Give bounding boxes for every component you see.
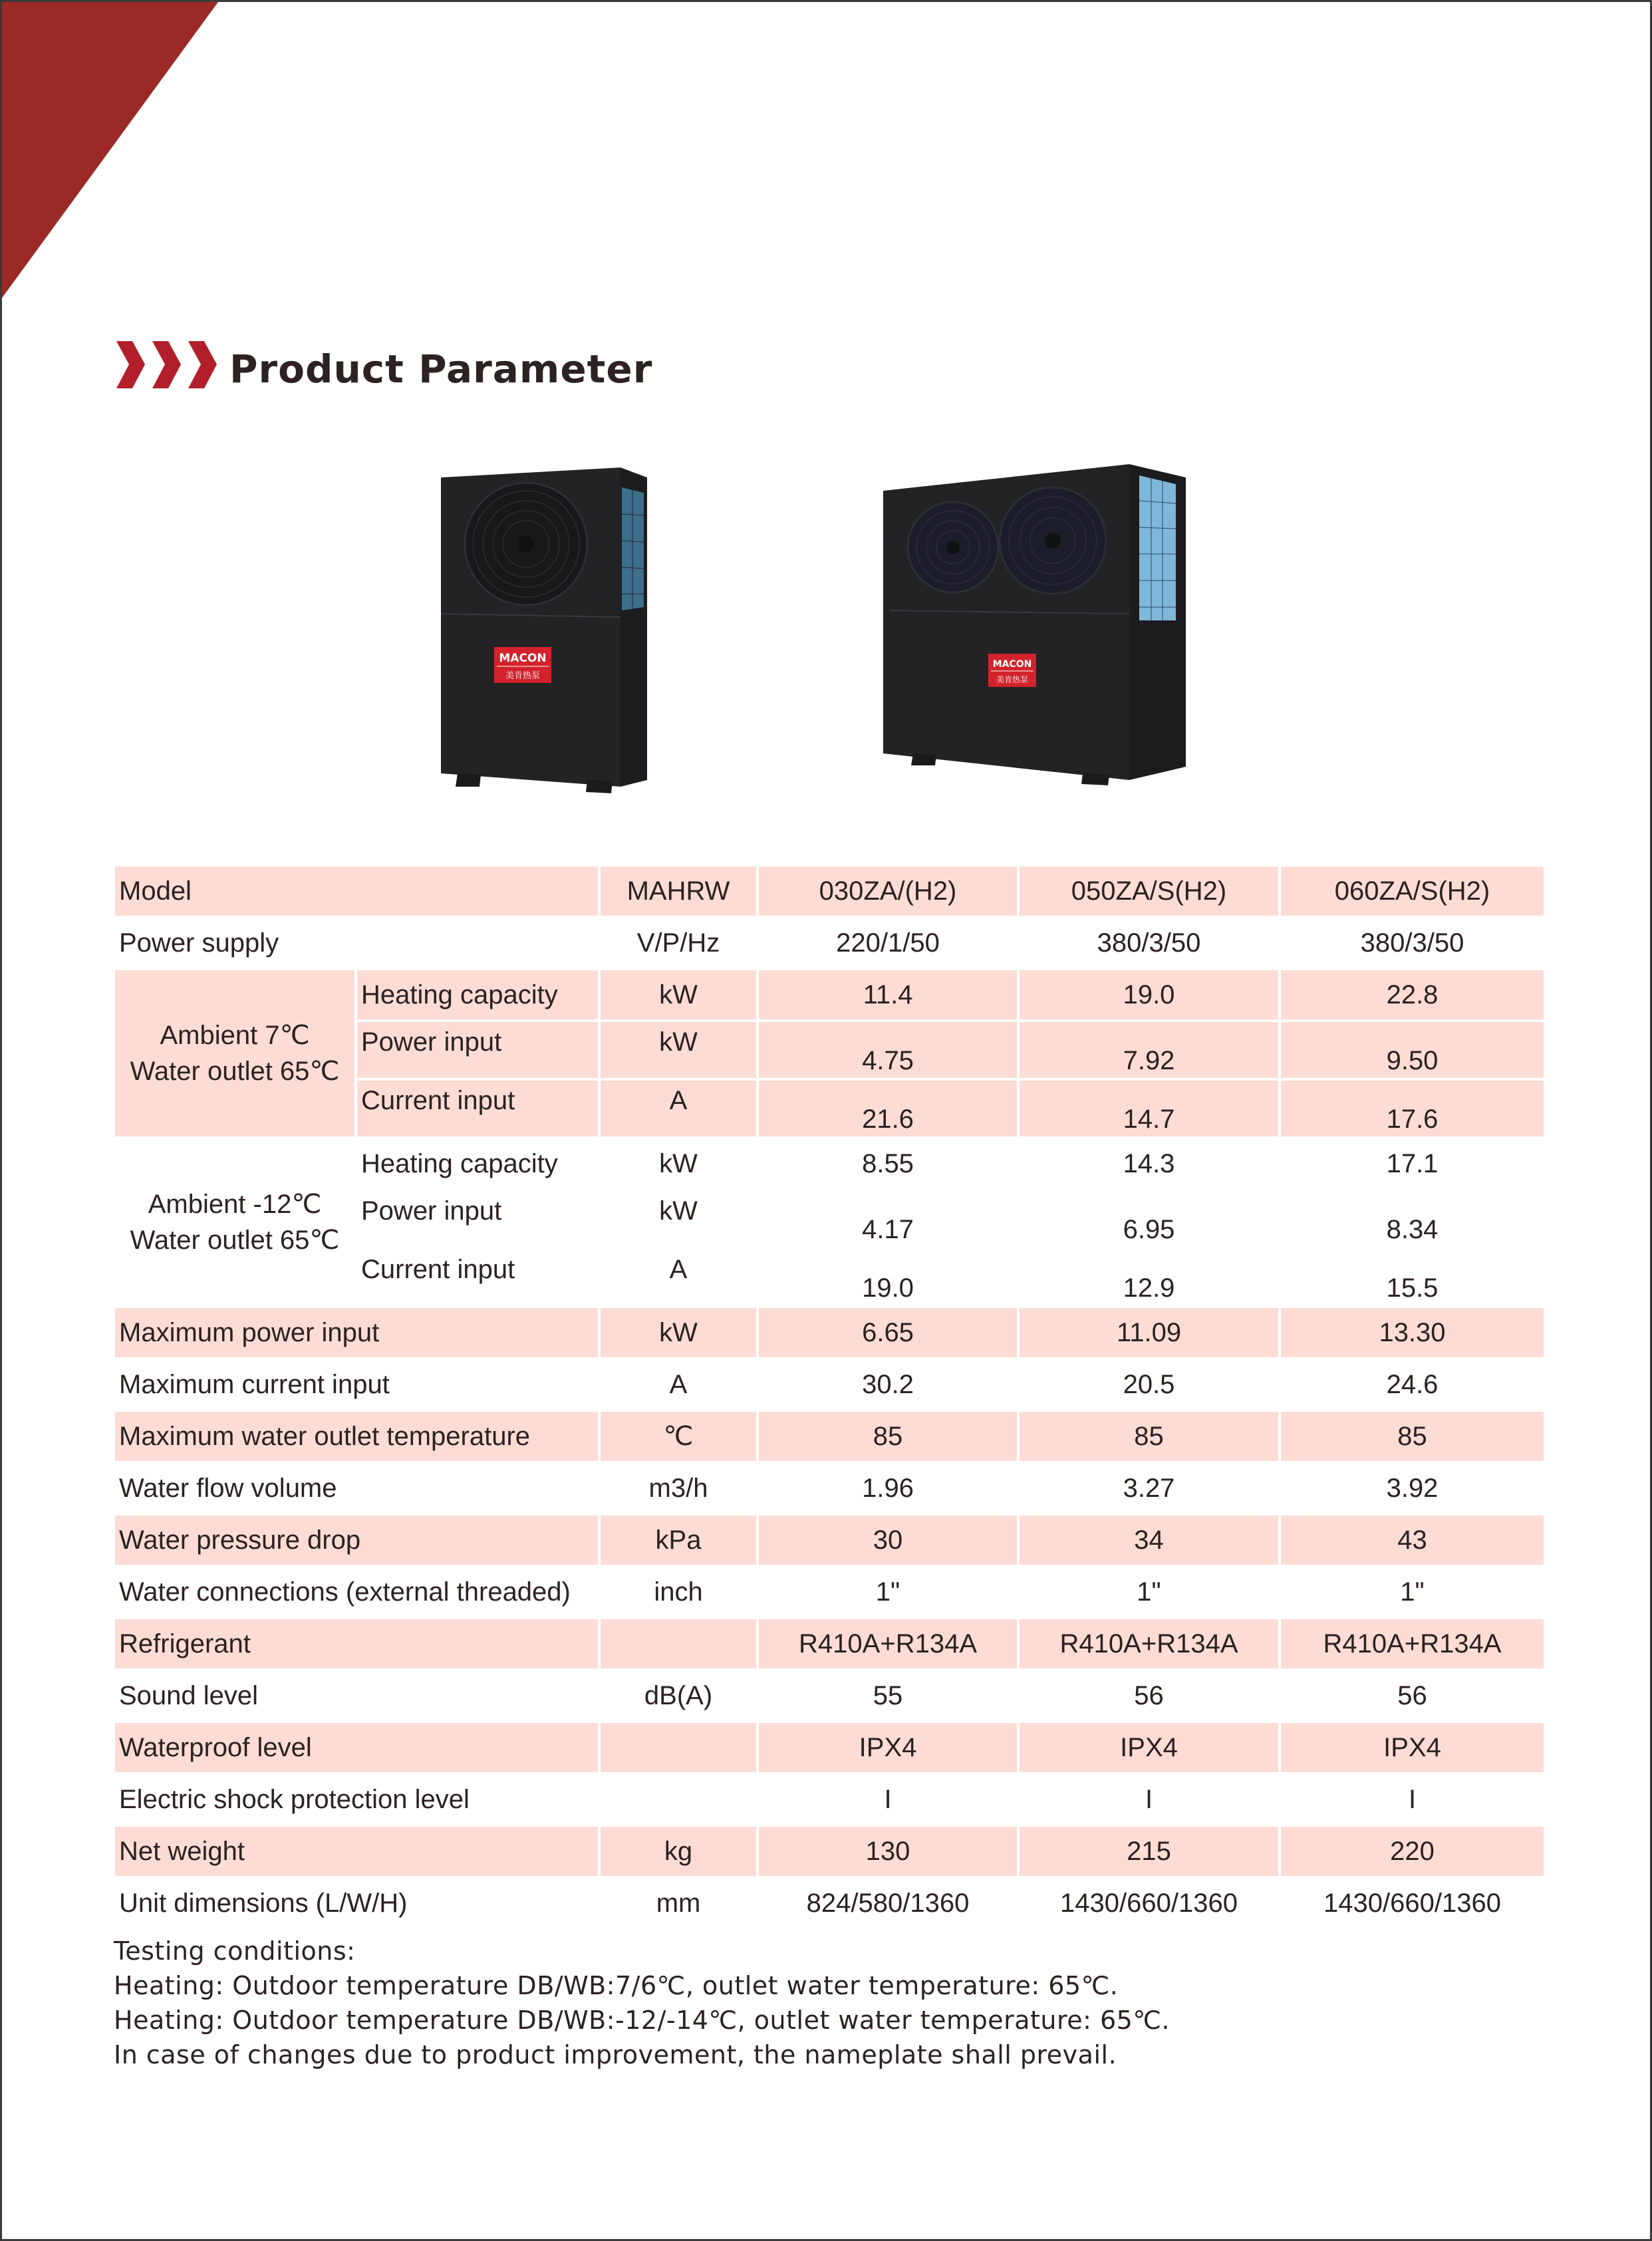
row-unit: kW (599, 969, 757, 1021)
cell: 030ZA/(H2) (757, 866, 1018, 917)
cell: 19.0 (1018, 969, 1280, 1021)
notes-line: Heating: Outdoor temperature DB/WB:-12/-14℃, outlet water temperature: 65℃. (114, 2006, 1170, 2035)
table-row-max-water-outlet-temp (115, 1410, 1545, 1462)
cell: 6.95 (1018, 1190, 1280, 1248)
table-row-electric-shock-protection (115, 1774, 1545, 1825)
testing-conditions (114, 1934, 1170, 2072)
cell: 12.9 (1018, 1248, 1280, 1307)
cell: 220/1/50 (757, 917, 1018, 969)
table-row-refrigerant (115, 1618, 1545, 1670)
table-row-sound-level (115, 1670, 1545, 1722)
row-label: Water pressure drop (115, 1514, 599, 1566)
row-unit (599, 1722, 757, 1774)
cell: 1430/660/1360 (1018, 1877, 1280, 1929)
cell: 3.92 (1280, 1462, 1545, 1514)
cell: 380/3/50 (1018, 917, 1280, 969)
row-unit: kW (599, 1138, 757, 1190)
sub-label: Current input (356, 1248, 599, 1307)
row-label: Unit dimensions (L/W/H) (115, 1877, 599, 1929)
corner-decoration (2, 2, 221, 301)
cell: I (1018, 1774, 1280, 1825)
spec-table (115, 866, 1546, 1930)
row-label: Maximum current input (115, 1359, 599, 1410)
svg-text:MACON: MACON (499, 652, 547, 665)
svg-text:美肯热泵: 美肯热泵 (505, 671, 541, 681)
row-unit (599, 1618, 757, 1670)
cell: 220 (1280, 1825, 1545, 1877)
table-row-waterproof-level (115, 1722, 1545, 1774)
cell: 22.8 (1280, 969, 1545, 1021)
row-unit: kW (599, 1307, 757, 1359)
cell: 13.30 (1280, 1307, 1545, 1359)
cell: 85 (757, 1410, 1018, 1462)
row-label: Maximum water outlet temperature (115, 1410, 599, 1462)
row-label: Water connections (external threaded) (115, 1566, 599, 1618)
cell: I (1280, 1774, 1545, 1825)
notes-line: In case of changes due to product improvement, the nameplate shall prevail. (114, 2040, 1117, 2069)
cell: 7.92 (1018, 1021, 1280, 1079)
cell: 85 (1018, 1410, 1280, 1462)
row-label: Waterproof level (115, 1722, 599, 1774)
cell: 824/580/1360 (757, 1877, 1018, 1929)
cell: IPX4 (1018, 1722, 1280, 1774)
cell: 17.6 (1280, 1079, 1545, 1138)
cell: 11.09 (1018, 1307, 1280, 1359)
cell: 1" (757, 1566, 1018, 1618)
table-row-water-connections (115, 1566, 1545, 1618)
svg-text:美肯热泵: 美肯热泵 (996, 675, 1029, 684)
cell: 380/3/50 (1280, 917, 1545, 969)
row-unit: ℃ (599, 1410, 757, 1462)
cell: 1" (1280, 1566, 1545, 1618)
cell: 8.55 (757, 1138, 1018, 1190)
row-unit: A (599, 1248, 757, 1307)
cell: 43 (1280, 1514, 1545, 1566)
cell: I (757, 1774, 1018, 1825)
product-image-double-fan (883, 461, 1202, 807)
sub-label: Power input (356, 1021, 599, 1079)
row-unit (599, 1774, 757, 1825)
row-unit: mm (599, 1877, 757, 1929)
cell: 4.75 (757, 1021, 1018, 1079)
table-row-power-supply (115, 917, 1545, 969)
cell: 1430/660/1360 (1280, 1877, 1545, 1929)
notes-line: Heating: Outdoor temperature DB/WB:7/6℃, outlet water temperature: 65℃. (114, 1971, 1119, 2000)
cell: 85 (1280, 1410, 1545, 1462)
row-unit: MAHRW (599, 866, 757, 917)
heat-pump-single-fan-icon (441, 461, 660, 807)
table-row-group2-heating-capacity (115, 1138, 1545, 1190)
cell: 060ZA/S(H2) (1280, 866, 1545, 917)
cell: 21.6 (757, 1079, 1018, 1138)
row-unit: inch (599, 1566, 757, 1618)
row-label: Power supply (115, 917, 599, 969)
cell: 130 (757, 1825, 1018, 1877)
row-unit: kg (599, 1825, 757, 1877)
row-unit: A (599, 1359, 757, 1410)
cell: 9.50 (1280, 1021, 1545, 1079)
notes-heading: Testing conditions: (114, 1936, 356, 1966)
row-unit: kPa (599, 1514, 757, 1566)
cell: 15.5 (1280, 1248, 1545, 1307)
table-row-water-flow-volume (115, 1462, 1545, 1514)
row-unit: kW (599, 1021, 757, 1079)
cell: 6.65 (757, 1307, 1018, 1359)
cell: 3.27 (1018, 1462, 1280, 1514)
cell: 8.34 (1280, 1190, 1545, 1248)
row-label: Refrigerant (115, 1618, 599, 1670)
cell: R410A+R134A (757, 1618, 1018, 1670)
cell: 30.2 (757, 1359, 1018, 1410)
cell: 4.17 (757, 1190, 1018, 1248)
row-unit: kW (599, 1190, 757, 1248)
row-label: Sound level (115, 1670, 599, 1722)
page-title: Product Parameter (229, 346, 653, 392)
cell: 11.4 (757, 969, 1018, 1021)
svg-text:MACON: MACON (992, 659, 1032, 670)
table-row-net-weight (115, 1825, 1545, 1877)
cell: 215 (1018, 1825, 1280, 1877)
row-label: Model (115, 866, 599, 917)
sub-label: Heating capacity (356, 969, 599, 1021)
cell: 1.96 (757, 1462, 1018, 1514)
product-image-single-fan (441, 461, 660, 807)
row-unit: V/P/Hz (599, 917, 757, 969)
cell: 1" (1018, 1566, 1280, 1618)
cell: 24.6 (1280, 1359, 1545, 1410)
cell: 050ZA/S(H2) (1018, 866, 1280, 917)
cell: 17.1 (1280, 1138, 1545, 1190)
row-label: Maximum power input (115, 1307, 599, 1359)
row-label: Net weight (115, 1825, 599, 1877)
cell: IPX4 (1280, 1722, 1545, 1774)
row-unit: A (599, 1079, 757, 1138)
table-row-unit-dimensions (115, 1877, 1545, 1929)
cell: 30 (757, 1514, 1018, 1566)
cell: 34 (1018, 1514, 1280, 1566)
table-row-group1-heating-capacity (115, 969, 1545, 1021)
row-unit: dB(A) (599, 1670, 757, 1722)
cell: 20.5 (1018, 1359, 1280, 1410)
heat-pump-double-fan-icon (883, 461, 1202, 807)
cell: 56 (1018, 1670, 1280, 1722)
cell: 14.7 (1018, 1079, 1280, 1138)
cell: 56 (1280, 1670, 1545, 1722)
cell: 55 (757, 1670, 1018, 1722)
table-row-max-power-input (115, 1307, 1545, 1359)
sub-label: Current input (356, 1079, 599, 1138)
group-label: Ambient -12℃ Water outlet 65℃ (115, 1138, 356, 1307)
section-header (115, 338, 652, 391)
cell: 14.3 (1018, 1138, 1280, 1190)
cell: R410A+R134A (1018, 1618, 1280, 1670)
cell: R410A+R134A (1280, 1618, 1545, 1670)
row-label: Water flow volume (115, 1462, 599, 1514)
row-label: Electric shock protection level (115, 1774, 599, 1825)
cell: IPX4 (757, 1722, 1018, 1774)
table-row-model (115, 866, 1545, 917)
table-row-max-current-input (115, 1359, 1545, 1410)
row-unit: m3/h (599, 1462, 757, 1514)
table-row-water-pressure-drop (115, 1514, 1545, 1566)
triple-chevron-right-icon (115, 340, 221, 390)
cell: 19.0 (757, 1248, 1018, 1307)
sub-label: Power input (356, 1190, 599, 1248)
group-label: Ambient 7℃ Water outlet 65℃ (115, 969, 356, 1138)
sub-label: Heating capacity (356, 1138, 599, 1190)
